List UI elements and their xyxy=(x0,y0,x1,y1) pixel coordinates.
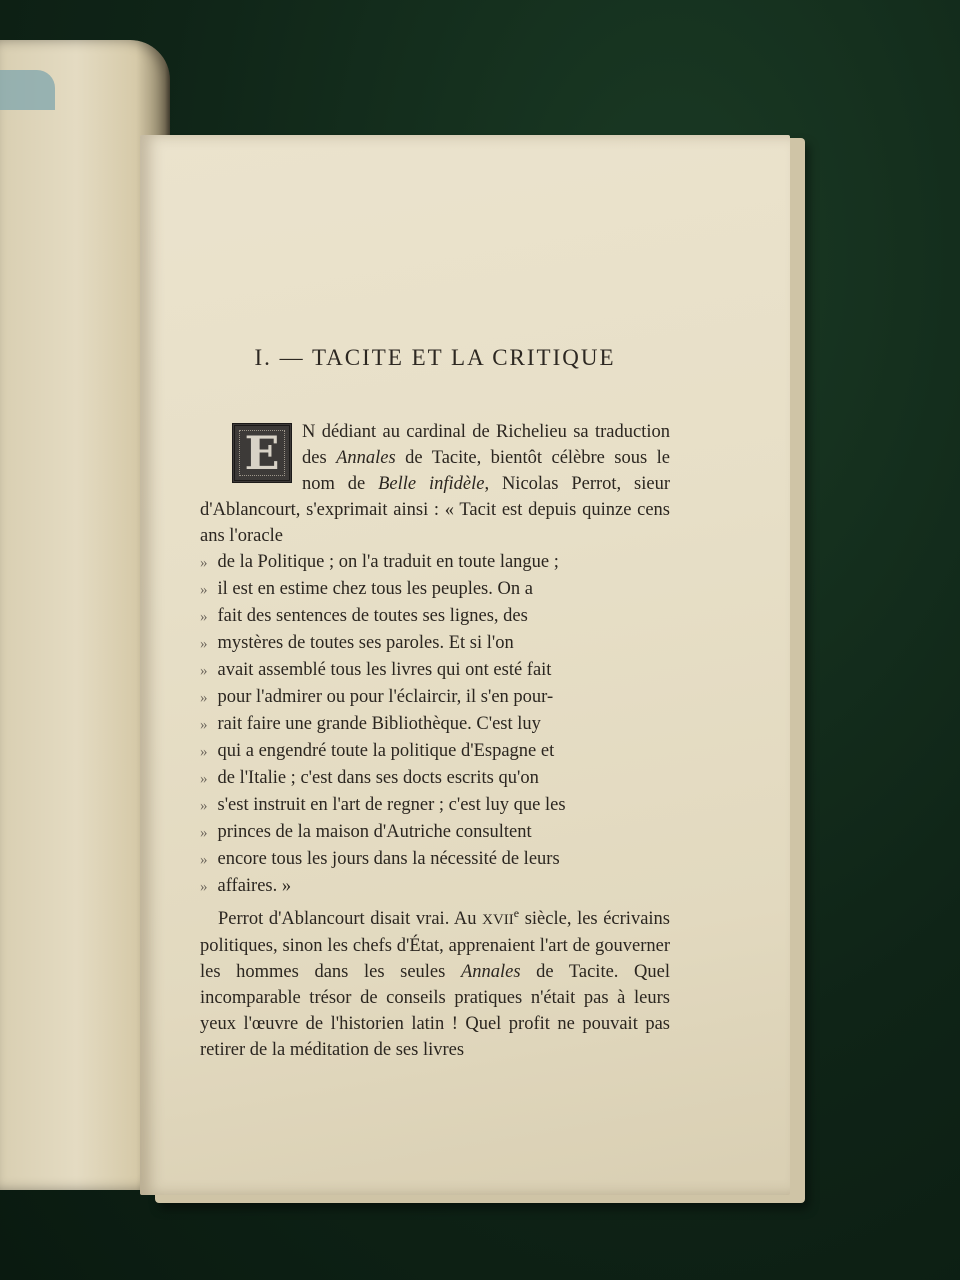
paragraph-1-mid1: de Tacite, bientôt célèbre sous le nom de xyxy=(302,448,670,494)
quote-line: » de l'Italie ; c'est dans ses docts escrits qu'on xyxy=(200,768,539,788)
quote-line: » qui a engendré toute la politique d'Espagne et xyxy=(200,741,555,761)
quote-line: » rait faire une grande Bibliothèque. C'est luy xyxy=(200,714,541,734)
quote-line: » affaires. » xyxy=(200,876,292,896)
quote-line: » pour l'admirer ou pour l'éclaircir, il s'en pour- xyxy=(200,687,554,707)
book-cover-edge xyxy=(0,70,55,110)
quote-line: » fait des sentences de toutes ses lignes, des xyxy=(200,606,528,626)
right-page xyxy=(140,135,790,1195)
italic-title-annales: Annales xyxy=(336,448,396,468)
quote-line: » de la Politique ; on l'a traduit en toute langue ; xyxy=(200,552,559,572)
quotation-block xyxy=(200,549,670,900)
quote-line: » encore tous les jours dans la nécessité de leurs xyxy=(200,849,560,869)
italic-belle-infidele: Belle infidèle xyxy=(378,474,485,494)
quote-line: » mystères de toutes ses paroles. Et si l'on xyxy=(200,633,514,653)
quote-line: » il est en estime chez tous les peuples. On a xyxy=(200,579,533,599)
paragraph-2: Perrot d'Ablancourt disait vrai. Au XVIIe siècle, les écrivains politiques, sinon les chefs d'État, apprenaient l'art de gouverner les hommes dans les seules Annales de Tacite. Quel incomparable trésor de conseils pratiques n'était pas à leurs yeux l'œuvre de l'historien latin ! Quel profit ne pouvait pas retirer de la méditation de ses livres xyxy=(200,906,670,1061)
paragraph-1 xyxy=(200,419,670,549)
italic-title-annales-2: Annales xyxy=(460,962,521,983)
page-content xyxy=(200,345,670,1082)
paragraph-1-mid2: , Nicolas Perrot, sieur d'Ablancourt, s'exprimait ainsi : « Tacit est depuis quinze cens ans l'oracle xyxy=(200,474,670,546)
quote-line: » s'est instruit en l'art de regner ; c'est luy que les xyxy=(200,795,566,815)
quote-line: » princes de la maison d'Autriche consultent xyxy=(200,822,532,842)
chapter-title: I. — TACITE ET LA CRITIQUE xyxy=(254,345,616,370)
century-numeral: XVII xyxy=(482,912,514,929)
quote-line: » avait assemblé tous les livres qui ont esté fait xyxy=(200,660,552,680)
paragraph-1-start: N dédiant au cardinal de Richelieu sa traduction des xyxy=(302,422,670,468)
body-text xyxy=(200,419,670,1063)
ornamental-initial-icon: E xyxy=(232,423,292,483)
